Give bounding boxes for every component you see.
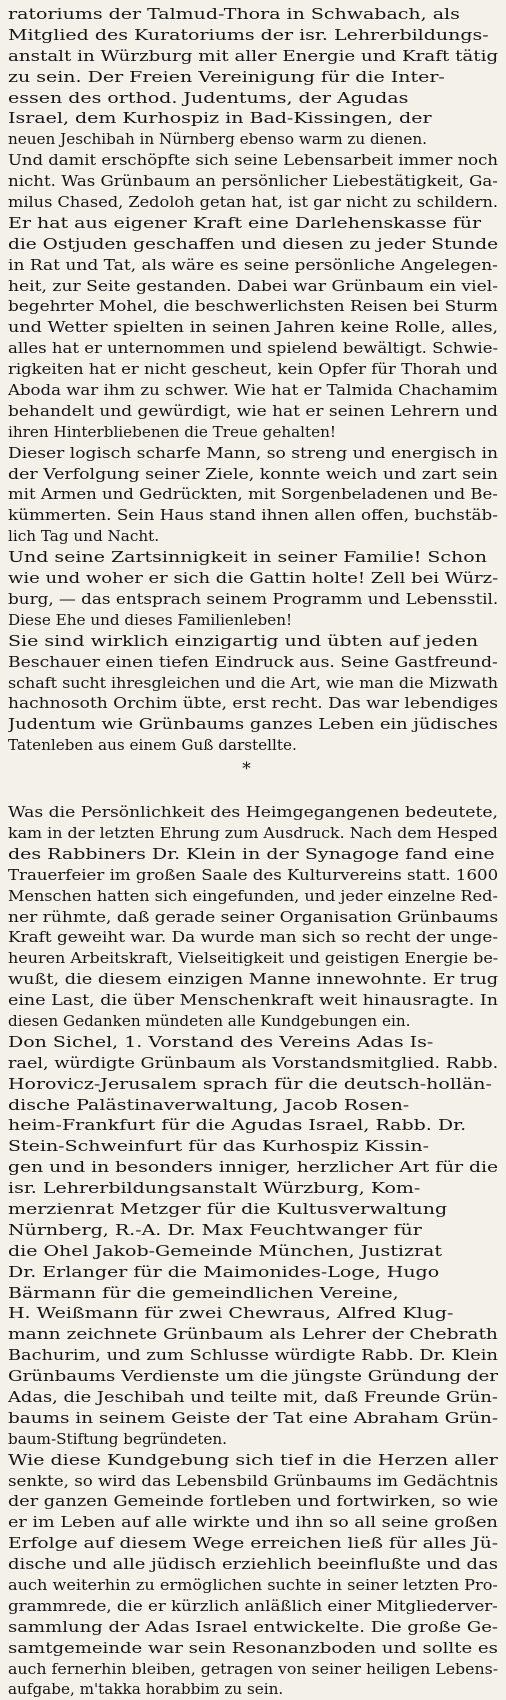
text-line: essen des orthod. Judentums, der Agudas bbox=[8, 88, 409, 107]
text-line: Was die Persönlichkeit des Heimgegangenen bedeutete, bbox=[8, 803, 499, 822]
text-line: Menschen hatten sich eingefunden, und jeder einzelne Red- bbox=[8, 886, 498, 905]
text-line: ihren Hinterbliebenen die Treue gehalten! bbox=[8, 422, 336, 441]
paragraph bbox=[8, 1450, 499, 1700]
text-line: rael, würdigte Grünbaum als Vorstandsmitglied. Rabb. bbox=[8, 1053, 499, 1072]
text-line: in Rat und Tat, als wäre es seine persönliche Angelegen- bbox=[8, 255, 498, 274]
text-line: grammrede, die er kürzlich anläßlich einer Mitgliederver- bbox=[8, 1596, 498, 1615]
text-line: aufgabe, m'takka horabbim zu sein. bbox=[8, 1680, 284, 1699]
text-line: Wie diese Kundgebung sich tief in die Herzen aller bbox=[8, 1450, 498, 1469]
text-line: samtgemeinde war sein Resonanzboden und sollte es bbox=[8, 1638, 498, 1657]
text-line: Trauerfeier im großen Saale des Kulturvereins statt. 1600 bbox=[8, 865, 499, 884]
text-line: Sie sind wirklich einzigartig und übten auf jeden bbox=[8, 631, 479, 650]
text-line: heuren Arbeitskraft, Vielseitigkeit und geistigen Energie be- bbox=[8, 949, 499, 968]
text-line: mann zeichnete Grünbaum als Lehrer der Chebrath bbox=[8, 1325, 498, 1344]
text-line: merzienrat Metzger für die Kultusverwaltung bbox=[8, 1199, 448, 1218]
text-line: sammlung der Adas Israel entwickelte. Die große Ge- bbox=[8, 1617, 498, 1636]
text-line: wie und woher er sich die Gattin holte! Zell bei Würz- bbox=[8, 569, 499, 588]
text-line: Adas, die Jeschibah und teilte mit, daß Freunde Grün- bbox=[8, 1388, 498, 1406]
text-line: begehrter Mohel, die beschwerlichsten Reisen bei Sturm bbox=[8, 297, 498, 316]
text-line: gen und in besonders inniger, herzlicher Art für die bbox=[8, 1158, 499, 1177]
text-line: wußt, die diesem einzigen Manne innewohnte. Er trug bbox=[8, 970, 499, 989]
text-line: Und seine Zartsinnigkeit in seiner Familie! Schon bbox=[8, 548, 487, 567]
spacer bbox=[8, 782, 499, 802]
text-line: Grünbaums Verdienste um die jüngste Gründung der bbox=[8, 1367, 498, 1386]
text-line: Horovicz-Jerusalem sprach für die deutsch-hollän- bbox=[8, 1074, 492, 1093]
text-line: baum-Stiftung begründeten. bbox=[8, 1429, 227, 1448]
text-line: der ganzen Gemeinde fortleben und fortwirken, so wie bbox=[8, 1492, 499, 1511]
text-line: behandelt und gewürdigt, wie hat er seinen Lehrern und bbox=[8, 401, 498, 420]
text-line: Kraft geweiht war. Da wurde man sich so recht der unge- bbox=[8, 928, 499, 947]
text-line: neuen Jeschibah in Nürnberg ebenso warm zu dienen. bbox=[8, 130, 427, 149]
text-line: lich Tag und Nacht. bbox=[8, 527, 160, 546]
text-line: H. Weißmann für zwei Chewraus, Alfred Klug- bbox=[8, 1304, 454, 1323]
text-line: ratoriums der Talmud-Thora in Schwabach, als bbox=[8, 5, 460, 23]
text-line: Dieser logisch scharfe Mann, so streng und energisch in bbox=[8, 443, 498, 462]
section-separator: * bbox=[242, 759, 251, 780]
text-line: burg, — das entsprach seinem Programm und Lebensstil. bbox=[8, 589, 499, 608]
text-line: Diese Ehe und dieses Familienleben! bbox=[8, 610, 293, 629]
article-body bbox=[8, 4, 499, 1700]
text-line: schaft sucht ihresgleichen und die Art, wie man die Mizwath bbox=[8, 673, 499, 692]
text-line: Dr. Erlanger für die Maimonides-Loge, Hugo bbox=[8, 1262, 440, 1281]
text-line: er im Leben auf alle wirkte und ihn so all seine großen bbox=[8, 1513, 498, 1532]
text-line: anstalt in Würzburg mit aller Energie und Kraft tätig bbox=[8, 46, 499, 65]
text-line: Er hat aus eigener Kraft eine Darlehenskasse für bbox=[8, 213, 482, 232]
paragraph bbox=[8, 4, 499, 150]
text-line: nicht. Was Grünbaum an persönlicher Liebestätigkeit, Ga- bbox=[8, 172, 498, 191]
text-line: der Verfolgung seiner Ziele, konnte weich und zart sein bbox=[8, 464, 498, 483]
text-line: Und damit erschöpfte sich seine Lebensarbeit immer noch bbox=[8, 151, 498, 170]
text-line: Tatenleben aus einem Guß darstellte. bbox=[8, 736, 297, 755]
text-line: die Ostjuden geschaffen und diesen zu jeder Stunde bbox=[8, 234, 499, 253]
text-line: Beschauer einen tiefen Eindruck aus. Seine Gastfreund- bbox=[8, 652, 498, 671]
text-line: Aboda war ihm zu schwer. Wie hat er Talmida Chachamim bbox=[8, 381, 498, 400]
paragraph bbox=[8, 150, 499, 442]
text-line: Judentum wie Grünbaums ganzes Leben ein jüdisches bbox=[8, 715, 498, 734]
text-line: auch fernerhin bleiben, getragen von seiner heiligen Lebens- bbox=[8, 1659, 499, 1678]
text-line: dische Palästinaverwaltung, Jacob Rosen- bbox=[8, 1095, 410, 1114]
text-line: die Ohel Jakob-Gemeinde München, Justizrat bbox=[8, 1241, 443, 1260]
text-line: zu sein. Der Freien Vereinigung für die Inter- bbox=[8, 67, 445, 86]
paragraph bbox=[8, 631, 499, 756]
text-line: Nürnberg, R.-A. Dr. Max Feuchtwanger für bbox=[8, 1220, 422, 1239]
paragraph bbox=[8, 802, 499, 1032]
paragraph bbox=[8, 443, 499, 547]
text-line: kümmerten. Sein Haus stand ihnen allen offen, buchstäb- bbox=[8, 506, 498, 525]
text-line: diesen Gedanken mündeten alle Kundgebungen ein. bbox=[8, 1011, 411, 1030]
text-line: Bärmann für die gemeindlichen Vereine, bbox=[8, 1283, 399, 1302]
text-line: baums in seinem Geiste der Tat eine Abraham Grün- bbox=[8, 1408, 499, 1427]
text-line: heim-Frankfurt für die Agudas Israel, Rabb. Dr. bbox=[8, 1116, 467, 1135]
text-line: mit Armen und Gedrückten, mit Sorgenbeladenen und Be- bbox=[8, 485, 498, 504]
text-line: Erfolge auf diesem Wege erreichen ließ für alles Jü- bbox=[8, 1534, 499, 1553]
text-line: auch weiterhin zu ermöglichen suchte in seiner letzten Pro- bbox=[8, 1576, 498, 1595]
text-line: Israel, dem Kurhospiz in Bad-Kissingen, der bbox=[8, 109, 432, 128]
text-line: Don Sichel, 1. Vorstand des Vereins Adas Is- bbox=[8, 1032, 434, 1051]
text-line: Bachurim, und zum Schlusse würdigte Rabb. Dr. Klein bbox=[8, 1346, 498, 1365]
text-line: heit, zur Seite gestanden. Dabei war Grünbaum ein viel- bbox=[8, 276, 499, 295]
text-line: und Wetter spielten in seinen Jahren keine Rolle, alles, bbox=[8, 318, 499, 337]
text-line: isr. Lehrerbildungsanstalt Würzburg, Kom- bbox=[8, 1179, 421, 1198]
text-line: senkte, so wird das Lebensbild Grünbaums im Gedächtnis bbox=[8, 1471, 499, 1490]
text-line: des Rabbiners Dr. Klein in der Synagoge fand eine bbox=[8, 844, 495, 863]
paragraph bbox=[8, 1032, 499, 1450]
text-line: milus Chased, Zedoloh getan hat, ist gar nicht zu schildern. bbox=[8, 193, 498, 212]
text-line: kam in der letzten Ehrung zum Ausdruck. Nach dem Hesped bbox=[8, 823, 498, 842]
text-line: hachnosoth Orchim übte, erst recht. Das war lebendiges bbox=[8, 694, 498, 713]
text-line: rigkeiten hat er nicht gescheut, kein Opfer für Thorah und bbox=[8, 360, 498, 379]
text-line: alles hat er unternommen und spielend bewältigt. Schwie- bbox=[8, 339, 499, 358]
text-line: ner rühmte, daß gerade seiner Organisation Grünbaums bbox=[8, 907, 499, 926]
text-line: dische und alle jüdisch erziehlich beeinflußte und das bbox=[8, 1555, 498, 1574]
paragraph bbox=[8, 547, 499, 631]
text-line: Stein-Schweinfurt für das Kurhospiz Kissin- bbox=[8, 1137, 430, 1156]
text-line: eine Last, die über Menschenkraft weit hinausragte. In bbox=[8, 991, 499, 1010]
text-line: Mitglied des Kuratoriums der isr. Lehrerbildungs- bbox=[8, 25, 489, 44]
